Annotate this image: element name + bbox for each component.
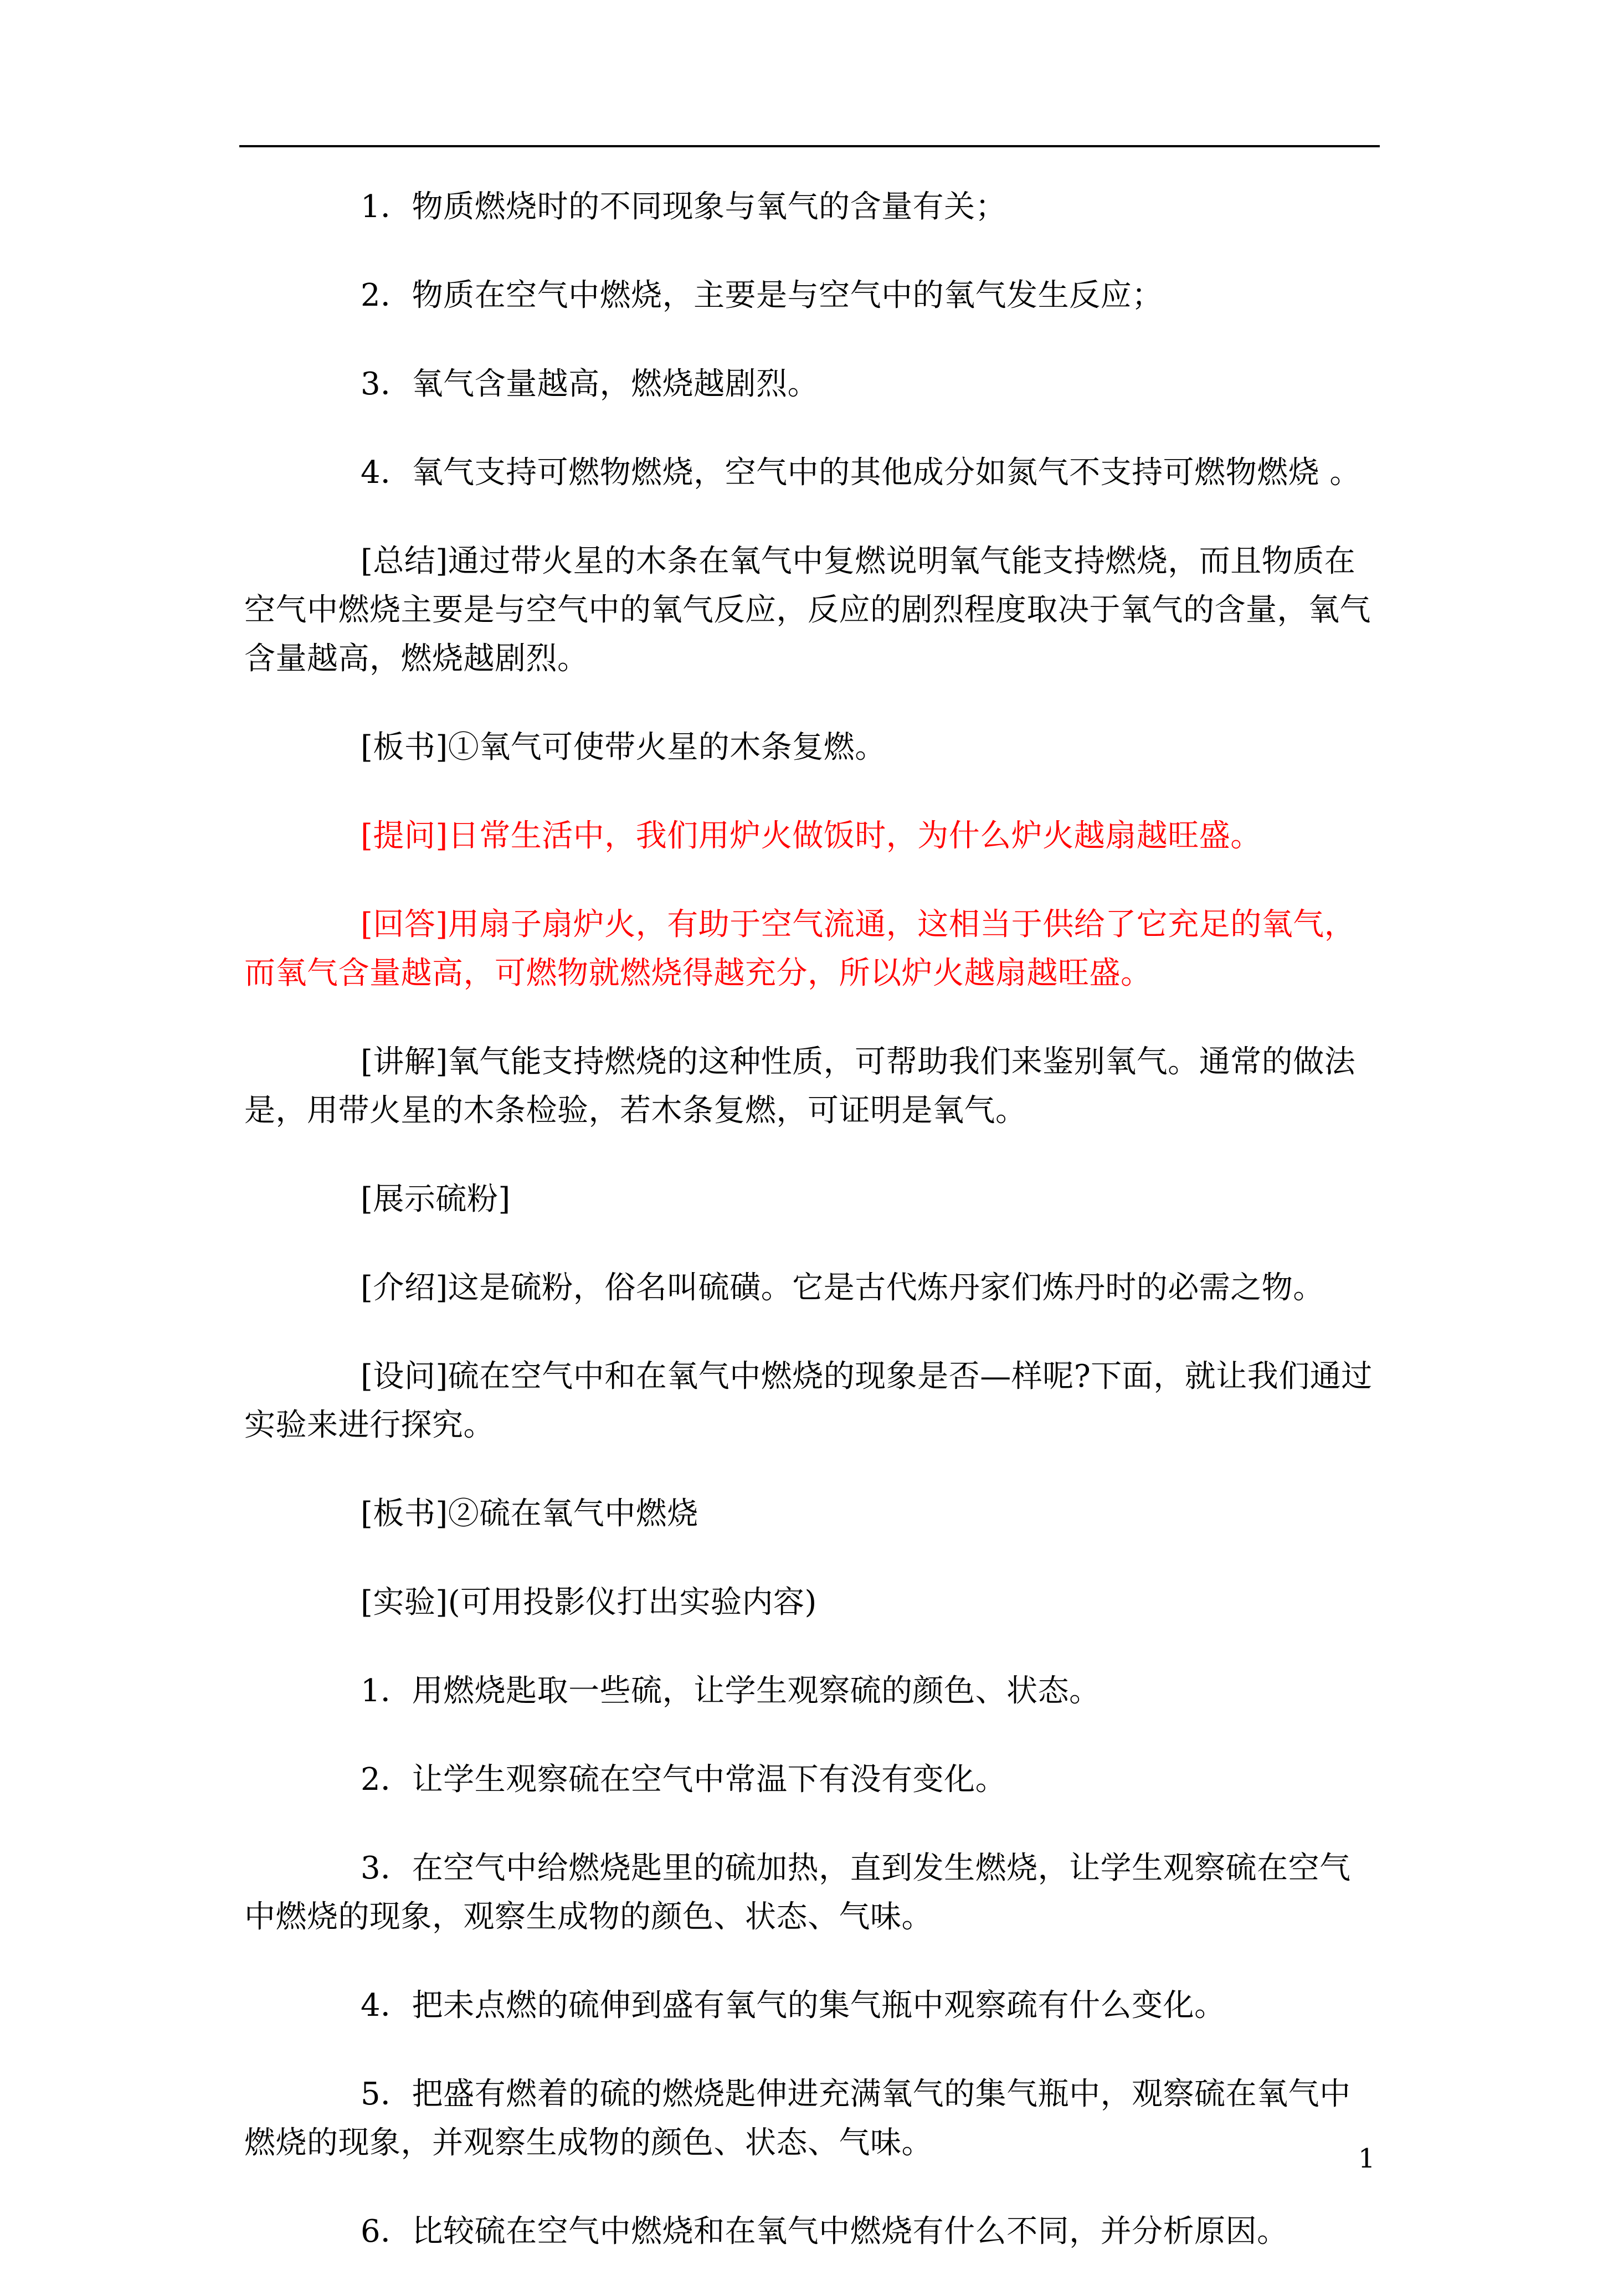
paragraph-step-3: 3．在空气中给燃烧匙里的硫加热，直到发生燃烧，让学生观察硫在空气中燃烧的现象，观察生成物的颜色、状态、气味。 <box>244 1850 1351 1935</box>
paragraph-introduce: [介绍]这是硫粉，俗名叫硫磺。它是古代炼丹家们炼丹时的必需之物。 <box>361 1270 1324 1306</box>
paragraph-4: 4．氧气支持可燃物燃烧，空气中的其他成分如氮气不支持可燃物燃烧 。 <box>361 455 1361 491</box>
paragraph-3: 3．氧气含量越高，燃烧越剧烈。 <box>361 366 819 402</box>
document-body <box>244 183 1380 2296</box>
paragraph-explain: [讲解]氧气能支持燃烧的这种性质，可帮助我们来鉴别氧气。通常的做法是，用带火星的木条检验，若木条复燃，可证明是氧气。 <box>244 1044 1356 1129</box>
paragraph-pose-question: [设问]硫在空气中和在氧气中燃烧的现象是否—样呢?下面，就让我们通过实验来进行探究。 <box>244 1358 1373 1443</box>
paragraph-1: 1．物质燃烧时的不同现象与氧气的含量有关； <box>361 189 1007 225</box>
paragraph-step-5: 5．把盛有燃着的硫的燃烧匙伸进充满氧气的集气瓶中，观察硫在氧气中燃烧的现象，并观察生成物的颜色、状态、气味。 <box>244 2076 1351 2161</box>
paragraph-show-sulfur: [展示硫粉] <box>361 1181 511 1217</box>
paragraph-answer: [回答]用扇子扇炉火，有助于空气流通，这相当于供给了它充足的氧气，而氧气含量越高，可燃物就燃烧得越充分，所以炉火越扇越旺盛。 <box>244 907 1356 991</box>
paragraph-step-4: 4．把未点燃的硫伸到盛有氧气的集气瓶中观察疏有什么变化。 <box>361 1988 1226 2024</box>
paragraph-step-2: 2．让学生观察硫在空气中常温下有没有变化。 <box>361 1762 1007 1798</box>
page-number: 1 <box>1358 2143 1375 2174</box>
paragraph-2: 2．物质在空气中燃烧，主要是与空气中的氧气发生反应； <box>361 277 1163 313</box>
paragraph-step-1: 1．用燃烧匙取一些硫，让学生观察硫的颜色、状态。 <box>361 1673 1101 1709</box>
paragraph-board-2: [板书]②硫在氧气中燃烧 <box>361 1496 698 1532</box>
header-rule <box>239 145 1380 147</box>
paragraph-question: [提问]日常生活中，我们用炉火做饭时，为什么炉火越扇越旺盛。 <box>361 818 1262 854</box>
paragraph-experiment: [实验](可用投影仪打出实验内容) <box>361 1584 817 1620</box>
paragraph-summary: [总结]通过带火星的木条在氧气中复燃说明氧气能支持燃烧，而且物质在空气中燃烧主要是与空气中的氧气反应，反应的剧烈程度取决于氧气的含量，氧气含量越高，燃烧越剧烈。 <box>244 543 1371 677</box>
paragraph-board-1: [板书]①氧气可使带火星的木条复燃。 <box>361 729 886 765</box>
paragraph-step-6: 6．比较硫在空气中燃烧和在氧气中燃烧有什么不同，并分析原因。 <box>361 2213 1288 2249</box>
